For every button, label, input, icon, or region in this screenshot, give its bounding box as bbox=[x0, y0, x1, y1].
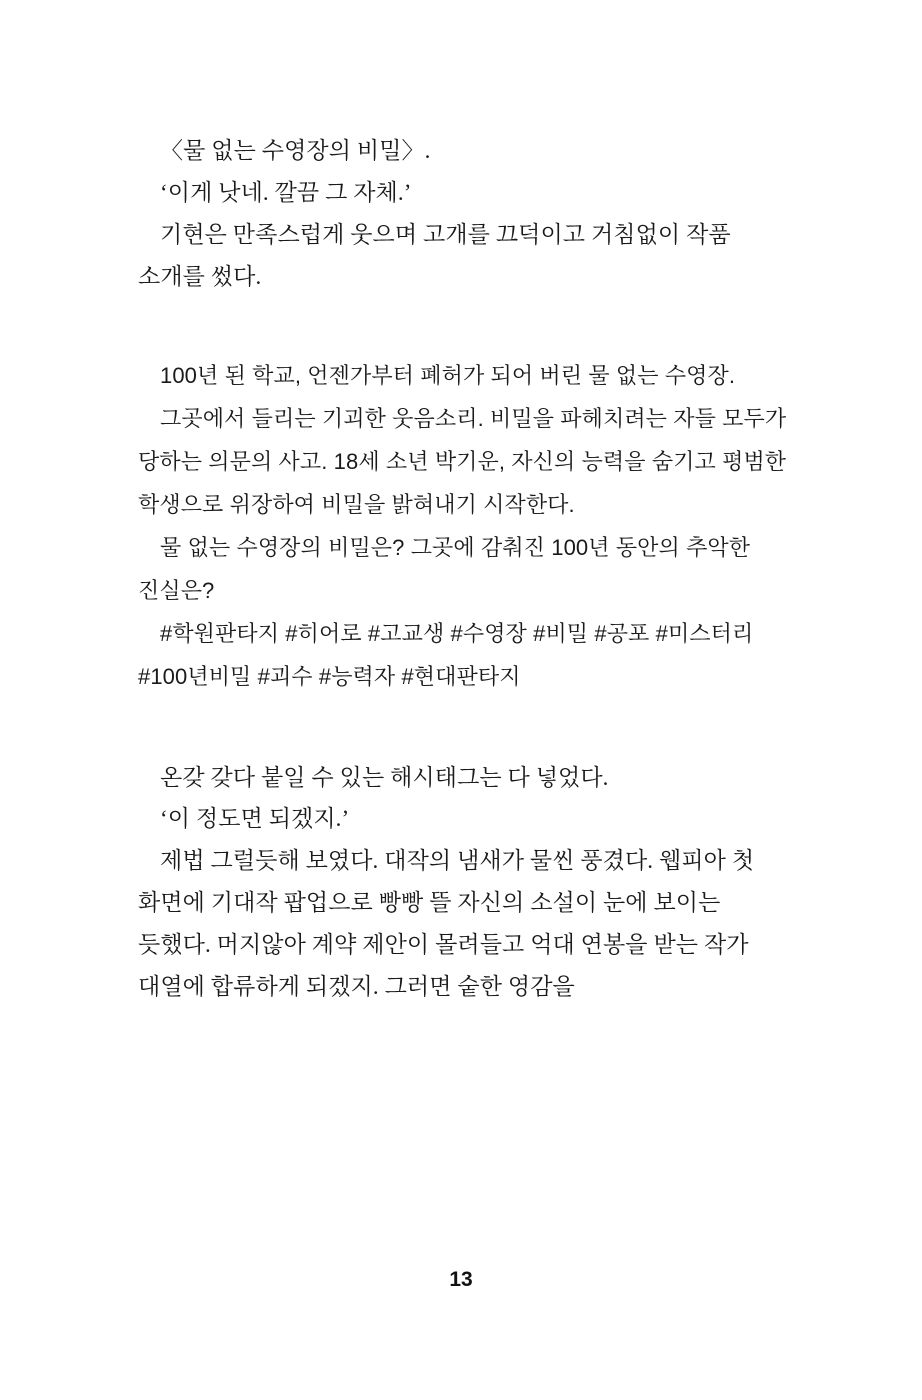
paragraph-narration-3: 제법 그럴듯해 보였다. 대작의 냄새가 물씬 풍겼다. 웹피아 첫 화면에 기대작 팝업으로 빵빵 뜰 자신의 소설이 눈에 보이는 듯했다. 머지않아 계약 제안이 몰려들고 억대 연봉을 받는 작가 대열에 합류하게 되겠지. 그러면 숱한 영감을 bbox=[138, 848, 755, 999]
paragraph-narration-2: 온갖 갖다 붙일 수 있는 해시태그는 다 넣었다. bbox=[160, 764, 609, 790]
paragraph-novel-title: 〈물 없는 수영장의 비밀〉. bbox=[160, 138, 431, 163]
spacer-1 bbox=[138, 297, 788, 355]
paragraph-narration-1: 기현은 만족스럽게 웃으며 고개를 끄덕이고 거침없이 작품 소개를 썼다. bbox=[138, 221, 731, 289]
paragraph-synopsis-1: 100년 된 학교, 언젠가부터 폐허가 되어 버린 물 없는 수영장. bbox=[160, 363, 736, 389]
paragraph-synopsis-2: 그곳에서 들리는 기괴한 웃음소리. 비밀을 파헤치려는 자들 모두가 당하는 의문의 사고. 18세 소년 박기운, 자신의 능력을 숨기고 평범한 학생으로 위장하여 비밀을 밝혀내기 시작한다. bbox=[138, 406, 787, 518]
paragraph-inner-thought-1: ‘이게 낫네. 깔끔 그 자체.’ bbox=[160, 179, 412, 205]
paragraph-inner-thought-2: ‘이 정도면 되겠지.’ bbox=[160, 806, 350, 832]
paragraph-hashtags: #학원판타지 #히어로 #고교생 #수영장 #비밀 #공포 #미스터리 #100년비밀 #괴수 #능력자 #현대판타지 bbox=[138, 620, 754, 689]
page-number: 13 bbox=[449, 1268, 473, 1291]
spacer-2 bbox=[138, 699, 788, 757]
block-title-scene bbox=[138, 130, 788, 297]
paragraph-synopsis-3: 물 없는 수영장의 비밀은? 그곳에 감춰진 100년 동안의 추악한 진실은? bbox=[138, 535, 751, 603]
block-narration-end bbox=[138, 757, 788, 1008]
block-synopsis bbox=[138, 355, 788, 698]
page-content bbox=[138, 130, 788, 1008]
